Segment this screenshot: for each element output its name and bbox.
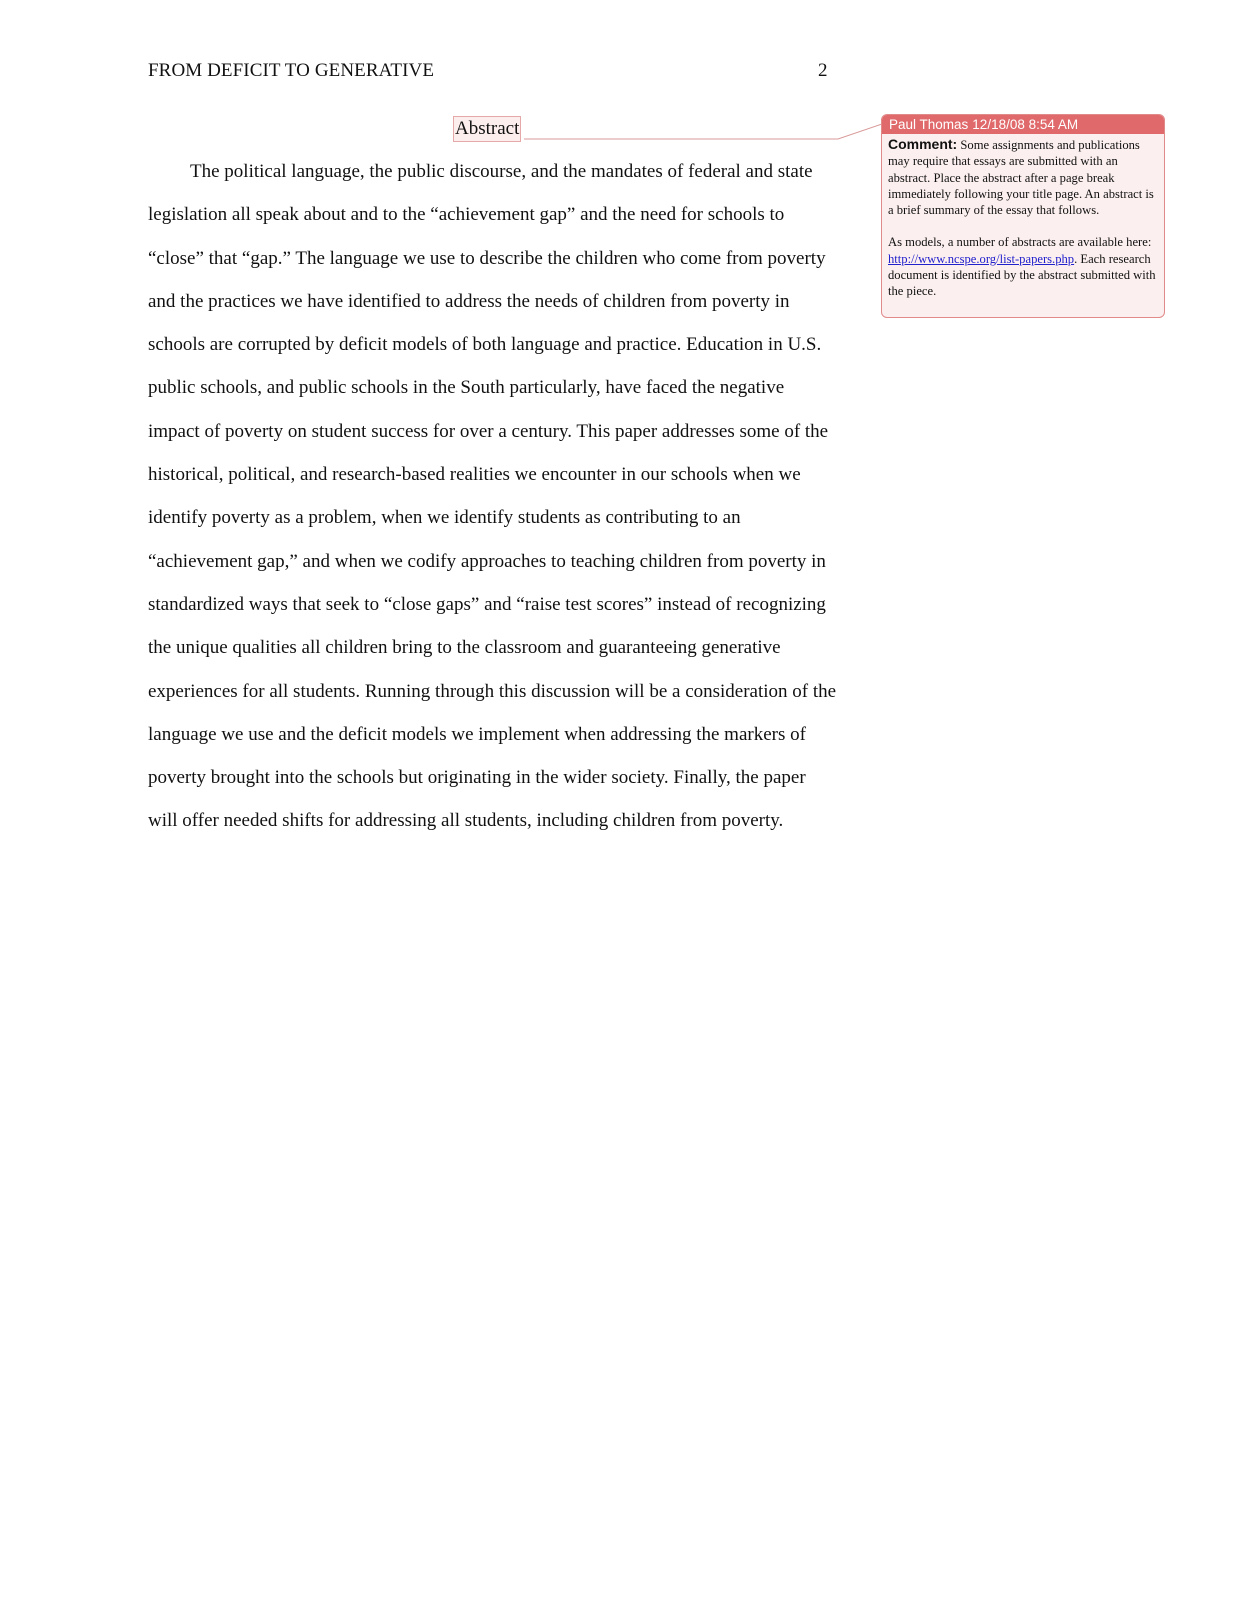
comment-label: Comment: [888,136,958,152]
comment-text-3: . Each research document is identified by the abstract submitted with the piece. [888,251,1156,299]
running-head: FROM DEFICIT TO GENERATIVE [148,60,435,81]
comment-paragraph-1 [888,136,1158,218]
abstract-body: The political language, the public discourse, and the mandates of federal and state legislation all speak about and to the “achievement gap” and the need for schools to “close” that “gap.” The language we use to describe the children who come from poverty and the practices we have identified to address the needs of children from poverty in schools are corrupted by deficit models of both language and practice. Education in U.S. public schools, and public schools in the South particularly, have faced the negative impact of poverty on student success for over a century. This paper addresses some of the historical, political, and research-based realities we encounter in our schools when we identify poverty as a problem, when we identify students as contributing to an “achievement gap,” and when we codify approaches to teaching children from poverty in standardized ways that seek to “close gaps” and “raise test scores” instead of recognizing the unique qualities all children bring to the classroom and guaranteeing generative experiences for all students. Running through this discussion will be a consideration of the language we use and the deficit models we implement when addressing the markers of poverty brought into the schools but originating in the wider society. Finally, the paper will offer needed shifts for addressing all students, including children from poverty. [148,161,837,832]
comment-balloon[interactable] [881,114,1165,318]
comment-author: Paul Thomas [889,117,969,132]
comment-header [882,115,1164,134]
abstract-heading[interactable]: Abstract [453,116,521,142]
comment-text-2: As models, a number of abstracts are available here: [888,235,1152,250]
comment-body [882,134,1164,300]
comment-link[interactable]: http://www.ncspe.org/list-papers.php [888,251,1075,266]
comment-timestamp: 12/18/08 8:54 AM [972,117,1079,132]
comment-paragraph-2 [888,234,1158,299]
comment-text-1: Some assignments and publications may require that essays are submitted with an abstract. Place the abstract after a page break immediately following your title page. An abstract is a brief summary of the essay that follows. [888,138,1154,218]
page-number: 2 [818,60,828,81]
